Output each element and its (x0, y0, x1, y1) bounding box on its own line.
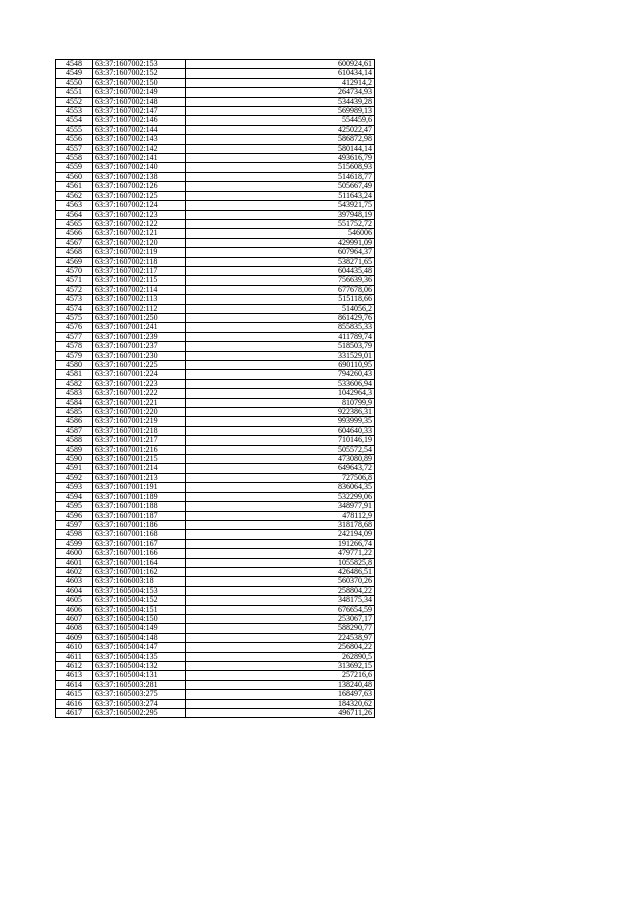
cadastral-number-cell: 63:37:1607002:142 (93, 144, 186, 153)
table-row (56, 210, 375, 219)
cadastral-value-cell: 515608,93 (186, 163, 375, 172)
cadastral-value-cell: 262890,5 (186, 652, 375, 661)
cadastral-value-cell: 348977,91 (186, 502, 375, 511)
row-number-cell: 4556 (56, 135, 93, 144)
row-number-cell: 4588 (56, 436, 93, 445)
table-row (56, 78, 375, 87)
cadastral-number-cell: 63:37:1607001:213 (93, 473, 186, 482)
table-row (56, 276, 375, 285)
cadastral-value-cell: 514056,2 (186, 304, 375, 313)
table-row (56, 154, 375, 163)
cadastral-value-cell: 554459,6 (186, 116, 375, 125)
cadastral-value-cell: 505572,54 (186, 445, 375, 454)
cadastral-number-cell: 63:37:1607002:153 (93, 60, 186, 69)
cadastral-number-cell: 63:37:1607001:214 (93, 464, 186, 473)
table-row (56, 464, 375, 473)
cadastral-number-cell: 63:37:1607002:150 (93, 78, 186, 87)
row-number-cell: 4554 (56, 116, 93, 125)
cadastral-value-cell: 184320,62 (186, 699, 375, 708)
cadastral-number-cell: 63:37:1607001:220 (93, 408, 186, 417)
row-number-cell: 4596 (56, 511, 93, 520)
row-number-cell: 4566 (56, 229, 93, 238)
cadastral-value-cell: 429991,09 (186, 238, 375, 247)
cadastral-number-cell: 63:37:1607001:164 (93, 558, 186, 567)
table-row (56, 295, 375, 304)
cadastral-value-cell: 607964,37 (186, 248, 375, 257)
cadastral-number-cell: 63:37:1607002:121 (93, 229, 186, 238)
row-number-cell: 4567 (56, 238, 93, 247)
table-row (56, 473, 375, 482)
table-row (56, 266, 375, 275)
table-row (56, 163, 375, 172)
cadastral-number-cell: 63:37:1605003:275 (93, 690, 186, 699)
row-number-cell: 4606 (56, 605, 93, 614)
row-number-cell: 4604 (56, 586, 93, 595)
cadastral-value-cell: 810799,9 (186, 398, 375, 407)
cadastral-value-cell: 676654,59 (186, 605, 375, 614)
row-number-cell: 4563 (56, 201, 93, 210)
cadastral-number-cell: 63:37:1605002:295 (93, 709, 186, 718)
row-number-cell: 4599 (56, 539, 93, 548)
row-number-cell: 4578 (56, 342, 93, 351)
cadastral-value-cell: 922386,31 (186, 408, 375, 417)
cadastral-value-cell: 256804,22 (186, 643, 375, 652)
cadastral-number-cell: 63:37:1605004:147 (93, 643, 186, 652)
cadastral-value-cell: 242194,09 (186, 530, 375, 539)
cadastral-value-cell: 191266,74 (186, 539, 375, 548)
row-number-cell: 4615 (56, 690, 93, 699)
row-number-cell: 4602 (56, 567, 93, 576)
row-number-cell: 4560 (56, 172, 93, 181)
row-number-cell: 4585 (56, 408, 93, 417)
row-number-cell: 4583 (56, 389, 93, 398)
cadastral-value-cell: 313692,15 (186, 662, 375, 671)
row-number-cell: 4564 (56, 210, 93, 219)
cadastral-number-cell: 63:37:1607001:222 (93, 389, 186, 398)
table-row (56, 313, 375, 322)
row-number-cell: 4593 (56, 483, 93, 492)
table-row (56, 502, 375, 511)
row-number-cell: 4562 (56, 191, 93, 200)
cadastral-number-cell: 63:37:1607001:217 (93, 436, 186, 445)
cadastral-value-cell: 257216,6 (186, 671, 375, 680)
cadastral-value-cell: 756639,36 (186, 276, 375, 285)
cadastral-number-cell: 63:37:1607001:241 (93, 323, 186, 332)
row-number-cell: 4584 (56, 398, 93, 407)
cadastral-number-cell: 63:37:1606003:18 (93, 577, 186, 586)
table-row (56, 116, 375, 125)
table-body (56, 60, 375, 718)
row-number-cell: 4558 (56, 154, 93, 163)
table-row (56, 107, 375, 116)
cadastral-number-cell: 63:37:1607001:166 (93, 549, 186, 558)
table-row (56, 436, 375, 445)
row-number-cell: 4573 (56, 295, 93, 304)
table-row (56, 624, 375, 633)
table-row (56, 633, 375, 642)
cadastral-number-cell: 63:37:1607002:118 (93, 257, 186, 266)
row-number-cell: 4592 (56, 473, 93, 482)
table-row (56, 332, 375, 341)
table-row (56, 417, 375, 426)
table-row (56, 219, 375, 228)
row-number-cell: 4571 (56, 276, 93, 285)
cadastral-value-cell: 794260,43 (186, 370, 375, 379)
cadastral-number-cell: 63:37:1607001:216 (93, 445, 186, 454)
cadastral-number-cell: 63:37:1607001:219 (93, 417, 186, 426)
table-row (56, 201, 375, 210)
cadastral-number-cell: 63:37:1607002:112 (93, 304, 186, 313)
row-number-cell: 4552 (56, 97, 93, 106)
cadastral-value-table (55, 59, 375, 718)
table-row (56, 238, 375, 247)
table-row (56, 586, 375, 595)
cadastral-value-cell: 649643,72 (186, 464, 375, 473)
cadastral-value-cell: 677678,06 (186, 285, 375, 294)
cadastral-value-cell: 493616,79 (186, 154, 375, 163)
row-number-cell: 4613 (56, 671, 93, 680)
table-row (56, 511, 375, 520)
cadastral-value-cell: 511643,24 (186, 191, 375, 200)
table-row (56, 379, 375, 388)
table-row (56, 577, 375, 586)
cadastral-number-cell: 63:37:1605004:132 (93, 662, 186, 671)
table-row (56, 680, 375, 689)
cadastral-value-cell: 258804,22 (186, 586, 375, 595)
row-number-cell: 4557 (56, 144, 93, 153)
table-row (56, 229, 375, 238)
cadastral-number-cell: 63:37:1607002:152 (93, 69, 186, 78)
cadastral-value-cell: 514618,77 (186, 172, 375, 181)
row-number-cell: 4610 (56, 643, 93, 652)
cadastral-value-cell: 496711,26 (186, 709, 375, 718)
cadastral-number-cell: 63:37:1607001:218 (93, 426, 186, 435)
cadastral-value-cell: 426486,51 (186, 567, 375, 576)
cadastral-number-cell: 63:37:1605003:281 (93, 680, 186, 689)
cadastral-value-cell: 518503,79 (186, 342, 375, 351)
cadastral-number-cell: 63:37:1607002:114 (93, 285, 186, 294)
cadastral-number-cell: 63:37:1607002:120 (93, 238, 186, 247)
cadastral-value-cell: 224538,97 (186, 633, 375, 642)
cadastral-value-cell: 604640,33 (186, 426, 375, 435)
cadastral-value-cell: 727506,8 (186, 473, 375, 482)
row-number-cell: 4550 (56, 78, 93, 87)
cadastral-number-cell: 63:37:1607002:140 (93, 163, 186, 172)
cadastral-value-cell: 411789,74 (186, 332, 375, 341)
cadastral-number-cell: 63:37:1607001:215 (93, 455, 186, 464)
table-row (56, 643, 375, 652)
cadastral-number-cell: 63:37:1605004:152 (93, 596, 186, 605)
cadastral-number-cell: 63:37:1607002:147 (93, 107, 186, 116)
table-row (56, 596, 375, 605)
cadastral-value-cell: 855835,33 (186, 323, 375, 332)
row-number-cell: 4612 (56, 662, 93, 671)
table-row (56, 614, 375, 623)
row-number-cell: 4607 (56, 614, 93, 623)
table-row (56, 88, 375, 97)
table-row (56, 455, 375, 464)
row-number-cell: 4598 (56, 530, 93, 539)
cadastral-number-cell: 63:37:1607001:187 (93, 511, 186, 520)
cadastral-number-cell: 63:37:1607001:189 (93, 492, 186, 501)
cadastral-number-cell: 63:37:1605004:153 (93, 586, 186, 595)
cadastral-value-cell: 397948,19 (186, 210, 375, 219)
cadastral-value-cell: 538271,65 (186, 257, 375, 266)
row-number-cell: 4579 (56, 351, 93, 360)
cadastral-number-cell: 63:37:1607002:126 (93, 182, 186, 191)
row-number-cell: 4591 (56, 464, 93, 473)
row-number-cell: 4565 (56, 219, 93, 228)
table-row (56, 304, 375, 313)
table-row (56, 662, 375, 671)
cadastral-number-cell: 63:37:1607002:117 (93, 266, 186, 275)
cadastral-value-cell: 580144,14 (186, 144, 375, 153)
cadastral-number-cell: 63:37:1605004:150 (93, 614, 186, 623)
table-row (56, 351, 375, 360)
cadastral-value-cell: 348175,34 (186, 596, 375, 605)
cadastral-number-cell: 63:37:1607001:167 (93, 539, 186, 548)
cadastral-number-cell: 63:37:1607002:124 (93, 201, 186, 210)
cadastral-number-cell: 63:37:1607002:141 (93, 154, 186, 163)
cadastral-value-cell: 836064,35 (186, 483, 375, 492)
cadastral-number-cell: 63:37:1607002:143 (93, 135, 186, 144)
row-number-cell: 4548 (56, 60, 93, 69)
cadastral-value-cell: 473080,89 (186, 455, 375, 464)
table-row (56, 191, 375, 200)
row-number-cell: 4589 (56, 445, 93, 454)
row-number-cell: 4617 (56, 709, 93, 718)
cadastral-value-cell: 532299,06 (186, 492, 375, 501)
cadastral-number-cell: 63:37:1607001:224 (93, 370, 186, 379)
cadastral-number-cell: 63:37:1607001:250 (93, 313, 186, 322)
table-row (56, 370, 375, 379)
row-number-cell: 4580 (56, 361, 93, 370)
cadastral-value-cell: 543921,75 (186, 201, 375, 210)
cadastral-value-cell: 710146,19 (186, 436, 375, 445)
row-number-cell: 4569 (56, 257, 93, 266)
cadastral-number-cell: 63:37:1605003:274 (93, 699, 186, 708)
cadastral-number-cell: 63:37:1607001:230 (93, 351, 186, 360)
cadastral-number-cell: 63:37:1607001:191 (93, 483, 186, 492)
cadastral-value-cell: 168497,63 (186, 690, 375, 699)
table-row (56, 567, 375, 576)
row-number-cell: 4611 (56, 652, 93, 661)
cadastral-value-cell: 610434,14 (186, 69, 375, 78)
table-row (56, 342, 375, 351)
table-row (56, 426, 375, 435)
table-row (56, 492, 375, 501)
cadastral-value-cell: 478112,9 (186, 511, 375, 520)
cadastral-number-cell: 63:37:1605004:135 (93, 652, 186, 661)
row-number-cell: 4553 (56, 107, 93, 116)
row-number-cell: 4587 (56, 426, 93, 435)
row-number-cell: 4594 (56, 492, 93, 501)
cadastral-value-cell: 412914,2 (186, 78, 375, 87)
row-number-cell: 4561 (56, 182, 93, 191)
table-row (56, 125, 375, 134)
cadastral-value-cell: 569989,13 (186, 107, 375, 116)
table-row (56, 652, 375, 661)
row-number-cell: 4614 (56, 680, 93, 689)
cadastral-number-cell: 63:37:1607001:239 (93, 332, 186, 341)
cadastral-number-cell: 63:37:1607001:221 (93, 398, 186, 407)
cadastral-number-cell: 63:37:1605004:149 (93, 624, 186, 633)
table-row (56, 361, 375, 370)
row-number-cell: 4608 (56, 624, 93, 633)
table-row (56, 605, 375, 614)
cadastral-number-cell: 63:37:1607001:186 (93, 520, 186, 529)
table-row (56, 69, 375, 78)
cadastral-value-cell: 264734,93 (186, 88, 375, 97)
cadastral-value-cell: 138240,48 (186, 680, 375, 689)
row-number-cell: 4568 (56, 248, 93, 257)
cadastral-value-cell: 586872,98 (186, 135, 375, 144)
cadastral-value-cell: 1042964,3 (186, 389, 375, 398)
table-row (56, 445, 375, 454)
cadastral-number-cell: 63:37:1607002:148 (93, 97, 186, 106)
row-number-cell: 4597 (56, 520, 93, 529)
cadastral-value-cell: 861429,76 (186, 313, 375, 322)
row-number-cell: 4590 (56, 455, 93, 464)
table-row (56, 389, 375, 398)
cadastral-number-cell: 63:37:1607002:113 (93, 295, 186, 304)
row-number-cell: 4551 (56, 88, 93, 97)
table-row (56, 699, 375, 708)
cadastral-number-cell: 63:37:1607002:138 (93, 172, 186, 181)
cadastral-value-cell: 551752,72 (186, 219, 375, 228)
row-number-cell: 4549 (56, 69, 93, 78)
table-row (56, 558, 375, 567)
row-number-cell: 4616 (56, 699, 93, 708)
cadastral-value-cell: 505667,49 (186, 182, 375, 191)
table-row (56, 182, 375, 191)
cadastral-value-cell: 515118,66 (186, 295, 375, 304)
row-number-cell: 4600 (56, 549, 93, 558)
cadastral-number-cell: 63:37:1607001:225 (93, 361, 186, 370)
table-row (56, 483, 375, 492)
row-number-cell: 4581 (56, 370, 93, 379)
row-number-cell: 4559 (56, 163, 93, 172)
row-number-cell: 4577 (56, 332, 93, 341)
cadastral-number-cell: 63:37:1607001:162 (93, 567, 186, 576)
row-number-cell: 4586 (56, 417, 93, 426)
table-row (56, 285, 375, 294)
table-row (56, 709, 375, 718)
table-row (56, 248, 375, 257)
cadastral-value-cell: 479771,22 (186, 549, 375, 558)
table-row (56, 539, 375, 548)
table-row (56, 398, 375, 407)
row-number-cell: 4605 (56, 596, 93, 605)
row-number-cell: 4576 (56, 323, 93, 332)
cadastral-number-cell: 63:37:1607001:188 (93, 502, 186, 511)
row-number-cell: 4582 (56, 379, 93, 388)
cadastral-value-cell: 1055825,8 (186, 558, 375, 567)
cadastral-value-cell: 425022,47 (186, 125, 375, 134)
table-row (56, 408, 375, 417)
cadastral-number-cell: 63:37:1607002:123 (93, 210, 186, 219)
table-row (56, 60, 375, 69)
row-number-cell: 4601 (56, 558, 93, 567)
cadastral-number-cell: 63:37:1607002:119 (93, 248, 186, 257)
cadastral-value-cell: 690110,95 (186, 361, 375, 370)
table-row (56, 172, 375, 181)
cadastral-number-cell: 63:37:1605004:148 (93, 633, 186, 642)
cadastral-value-cell: 534439,28 (186, 97, 375, 106)
cadastral-number-cell: 63:37:1607002:146 (93, 116, 186, 125)
cadastral-number-cell: 63:37:1607001:168 (93, 530, 186, 539)
cadastral-number-cell: 63:37:1607002:115 (93, 276, 186, 285)
cadastral-value-cell: 533606,94 (186, 379, 375, 388)
row-number-cell: 4575 (56, 313, 93, 322)
cadastral-value-cell: 253067,17 (186, 614, 375, 623)
cadastral-value-cell: 993999,35 (186, 417, 375, 426)
row-number-cell: 4574 (56, 304, 93, 313)
cadastral-value-cell: 560370,26 (186, 577, 375, 586)
table-row (56, 135, 375, 144)
row-number-cell: 4609 (56, 633, 93, 642)
row-number-cell: 4595 (56, 502, 93, 511)
table-row (56, 97, 375, 106)
cadastral-value-cell: 546006 (186, 229, 375, 238)
cadastral-number-cell: 63:37:1607001:223 (93, 379, 186, 388)
row-number-cell: 4572 (56, 285, 93, 294)
table-row (56, 144, 375, 153)
cadastral-value-cell: 331529,01 (186, 351, 375, 360)
table-row (56, 520, 375, 529)
cadastral-value-cell: 318178,68 (186, 520, 375, 529)
cadastral-value-cell: 604435,48 (186, 266, 375, 275)
row-number-cell: 4555 (56, 125, 93, 134)
cadastral-number-cell: 63:37:1605004:131 (93, 671, 186, 680)
table-row (56, 671, 375, 680)
cadastral-number-cell: 63:37:1607001:237 (93, 342, 186, 351)
cadastral-number-cell: 63:37:1607002:149 (93, 88, 186, 97)
table-row (56, 549, 375, 558)
table-row (56, 690, 375, 699)
cadastral-number-cell: 63:37:1605004:151 (93, 605, 186, 614)
cadastral-number-cell: 63:37:1607002:122 (93, 219, 186, 228)
cadastral-value-cell: 588290,77 (186, 624, 375, 633)
row-number-cell: 4570 (56, 266, 93, 275)
table-row (56, 530, 375, 539)
table-row (56, 257, 375, 266)
cadastral-number-cell: 63:37:1607002:144 (93, 125, 186, 134)
cadastral-value-cell: 600924,61 (186, 60, 375, 69)
table-row (56, 323, 375, 332)
row-number-cell: 4603 (56, 577, 93, 586)
cadastral-number-cell: 63:37:1607002:125 (93, 191, 186, 200)
